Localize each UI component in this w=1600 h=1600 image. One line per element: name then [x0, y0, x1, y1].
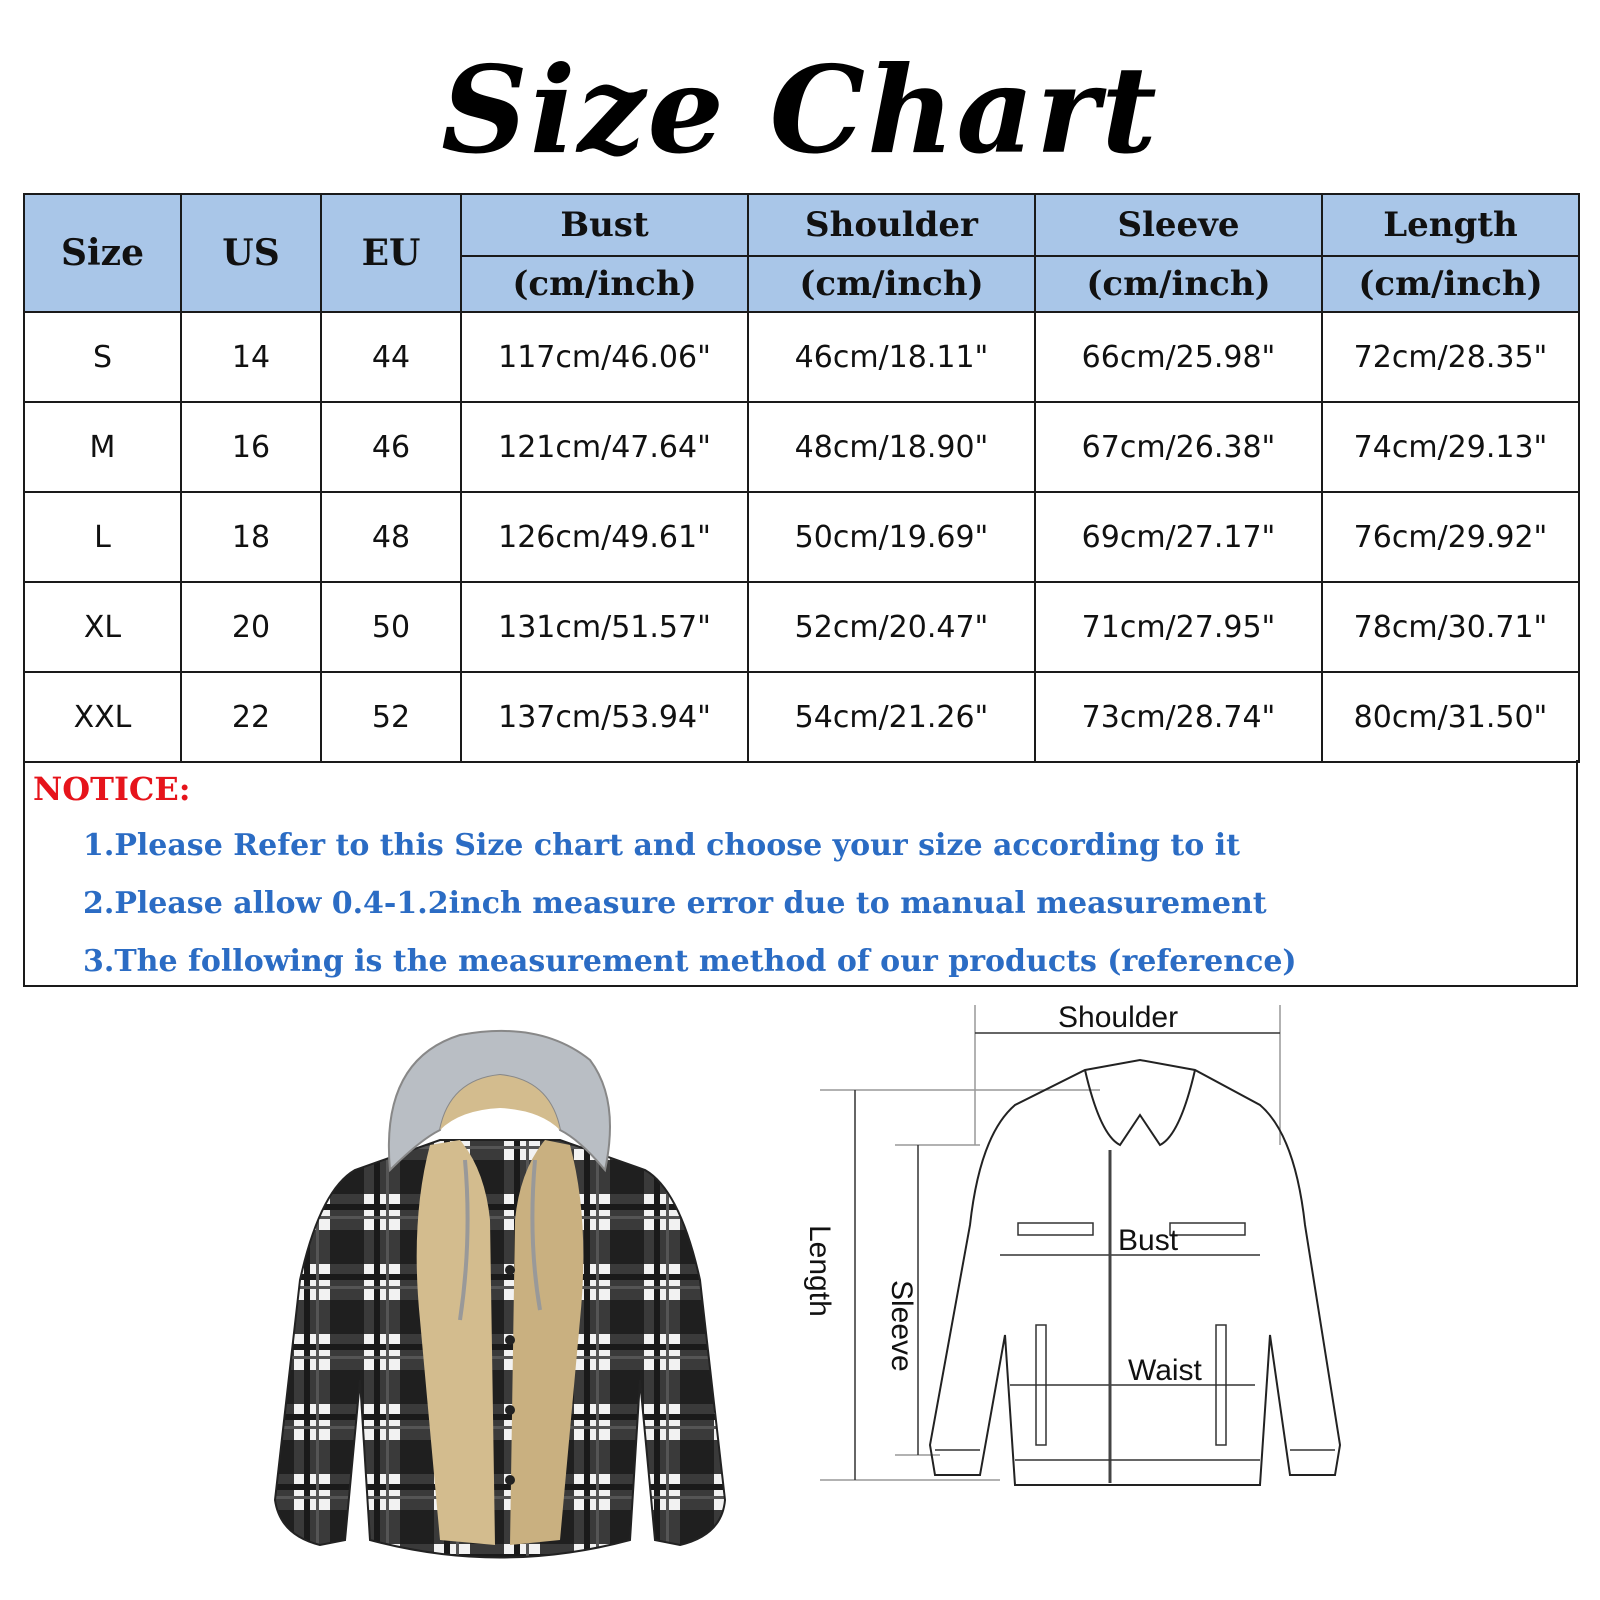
table-row — [24, 312, 1579, 402]
notice-line-3: 3.The following is the measurement method of our products (reference) — [83, 944, 1297, 979]
cell-us: 16 — [181, 402, 321, 492]
cell-shoulder: 54cm/21.26" — [748, 672, 1035, 762]
diagram-waist-label: Waist — [1128, 1354, 1202, 1387]
header-bust: Bust — [461, 194, 748, 256]
cell-us: 20 — [181, 582, 321, 672]
cell-bust: 121cm/47.64" — [461, 402, 748, 492]
diagram-sleeve-label: Sleeve — [885, 1280, 918, 1372]
size-table — [23, 193, 1580, 763]
cell-size: S — [24, 312, 181, 402]
header-size: Size — [24, 194, 181, 312]
cell-eu: 46 — [321, 402, 461, 492]
cell-size: XXL — [24, 672, 181, 762]
cell-us: 18 — [181, 492, 321, 582]
cell-bust: 126cm/49.61" — [461, 492, 748, 582]
cell-eu: 48 — [321, 492, 461, 582]
cell-length: 74cm/29.13" — [1322, 402, 1579, 492]
cell-length: 76cm/29.92" — [1322, 492, 1579, 582]
table-row — [24, 492, 1579, 582]
header-length-unit: (cm/inch) — [1322, 256, 1579, 312]
cell-length: 78cm/30.71" — [1322, 582, 1579, 672]
cell-us: 14 — [181, 312, 321, 402]
cell-sleeve: 71cm/27.95" — [1035, 582, 1322, 672]
cell-length: 80cm/31.50" — [1322, 672, 1579, 762]
notice-line-2: 2.Please allow 0.4-1.2inch measure error due to manual measurement — [83, 886, 1267, 921]
table-row — [24, 402, 1579, 492]
header-us: US — [181, 194, 321, 312]
diagram-length-label: Length — [803, 1225, 836, 1317]
page-title: Size Chart — [441, 40, 1159, 181]
cell-shoulder: 46cm/18.11" — [748, 312, 1035, 402]
table-row — [24, 582, 1579, 672]
measurement-diagram — [800, 1005, 1380, 1585]
header-shoulder-unit: (cm/inch) — [748, 256, 1035, 312]
cell-eu: 52 — [321, 672, 461, 762]
notice-label: NOTICE: — [33, 770, 191, 808]
diagram-bust-label: Bust — [1118, 1224, 1179, 1257]
cell-shoulder: 48cm/18.90" — [748, 402, 1035, 492]
cell-sleeve: 69cm/27.17" — [1035, 492, 1322, 582]
notice-line-1: 1.Please Refer to this Size chart and choose your size according to it — [83, 828, 1240, 863]
table-row — [24, 672, 1579, 762]
notice-box — [23, 760, 1578, 987]
cell-size: XL — [24, 582, 181, 672]
cell-us: 22 — [181, 672, 321, 762]
cell-eu: 44 — [321, 312, 461, 402]
header-length: Length — [1322, 194, 1579, 256]
cell-bust: 131cm/51.57" — [461, 582, 748, 672]
header-eu: EU — [321, 194, 461, 312]
cell-sleeve: 67cm/26.38" — [1035, 402, 1322, 492]
cell-shoulder: 50cm/19.69" — [748, 492, 1035, 582]
cell-shoulder: 52cm/20.47" — [748, 582, 1035, 672]
header-shoulder: Shoulder — [748, 194, 1035, 256]
cell-sleeve: 73cm/28.74" — [1035, 672, 1322, 762]
cell-size: M — [24, 402, 181, 492]
cell-eu: 50 — [321, 582, 461, 672]
header-sleeve: Sleeve — [1035, 194, 1322, 256]
cell-size: L — [24, 492, 181, 582]
jacket-product-photo — [260, 1020, 740, 1580]
cell-bust: 117cm/46.06" — [461, 312, 748, 402]
diagram-shoulder-label: Shoulder — [1058, 1005, 1179, 1034]
header-sleeve-unit: (cm/inch) — [1035, 256, 1322, 312]
header-bust-unit: (cm/inch) — [461, 256, 748, 312]
cell-sleeve: 66cm/25.98" — [1035, 312, 1322, 402]
cell-bust: 137cm/53.94" — [461, 672, 748, 762]
cell-length: 72cm/28.35" — [1322, 312, 1579, 402]
